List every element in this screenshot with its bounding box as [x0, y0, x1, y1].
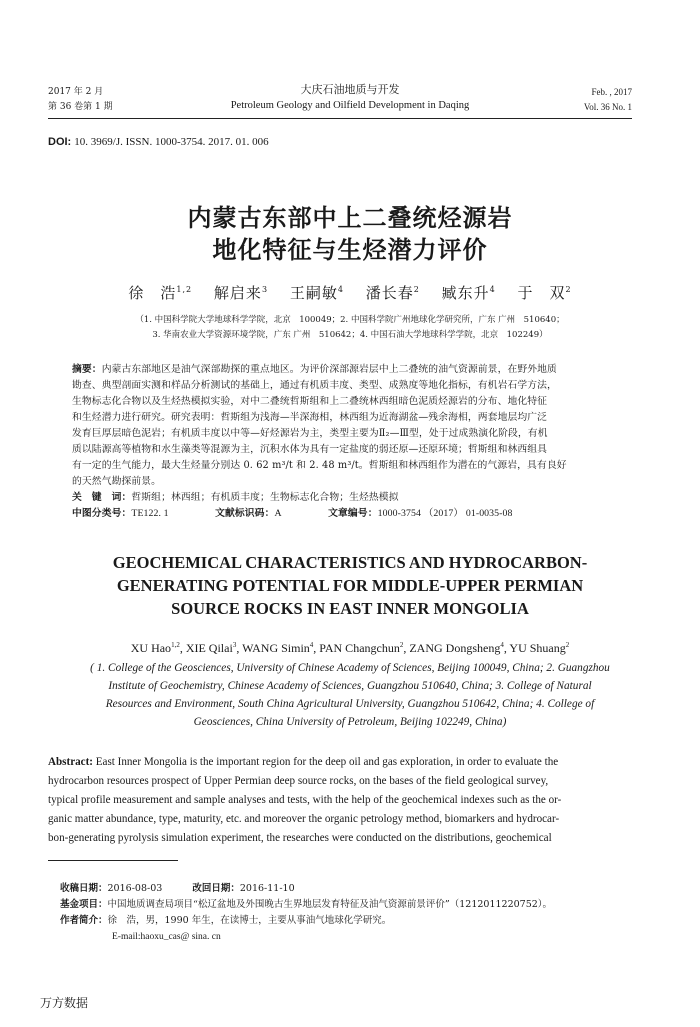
header-right-2: Vol. 36 No. 1 [583, 102, 632, 112]
header-right-1: Feb. , 2017 [591, 87, 632, 97]
cn-title-line1: 内蒙古东部中上二叠统烃源岩 [187, 204, 513, 232]
header-left-1: 2017 年 2 月 [48, 87, 104, 97]
cn-abstract [72, 362, 632, 522]
en-author: WANG Simin$^4$, [242, 641, 320, 655]
cn-keywords: 关 键 词：哲斯组；林西组；有机质丰度；生物标志化合物；生烃热模拟 [72, 492, 399, 503]
doi-label: DOI: [48, 136, 72, 148]
cn-abstract-label: 摘要： [72, 364, 102, 375]
journal-title-en: Petroleum Geology and Oilfield Development in Daqing [230, 100, 470, 111]
cn-author: 臧东升$^4$ [441, 284, 496, 302]
en-author: XU Hao$^{1,2}$, [130, 641, 186, 655]
cn-abstract-line: 质以陆源高等植物和水生藻类等混源为主，沉积水体为具有一定盐度的弱还原—还原环境；哲斯组和林西组具 [72, 444, 548, 455]
footnote-rule [48, 860, 178, 861]
en-abstract-line: ganic matter abundance, type, maturity, etc. and moreover the organic petrology method, biomarkers and hydrocar- [48, 813, 560, 825]
author-email: E-mail:haoxu_cas@ sina. cn [112, 932, 221, 942]
cn-abstract-line: 发育巨厚层暗色泥岩；有机质丰度以中等—好烃源岩为主，类型主要为Ⅱ₂—Ⅲ型，处于过成熟演化阶段，有机 [72, 428, 548, 439]
received-date: 收稿日期：2016-08-03 改回日期：2016-11-10 [60, 883, 295, 894]
cn-classification: 中图分类号：TE122. 1 文献标识码：A 文章编号：1000-3754 （2017） 01-0035-08 [72, 508, 513, 519]
cn-author: 徐 浩$^{1,2}$ [128, 284, 193, 302]
en-abstract [48, 753, 634, 848]
fund-project: 基金项目：中国地质调查局项目“松辽盆地及外围晚古生界地层发育特征及油气资源前景评价”（1212011220752）。 [60, 899, 553, 910]
doi-line [48, 136, 269, 148]
cn-abstract-line: 的天然气勘探前景。 [72, 476, 162, 487]
cn-authors [0, 282, 700, 303]
en-author: YU Shuang$^2$ [509, 641, 570, 655]
cn-author: 潘长春$^2$ [365, 284, 420, 302]
doi-value: 10. 3969/J. ISSN. 1000-3754. 2017. 01. 006 [74, 136, 269, 148]
en-author: ZANG Dongsheng$^4$, [409, 641, 510, 655]
cn-author: 解启来$^3$ [213, 284, 269, 302]
en-abstract-line: hydrocarbon resources prospect of Upper Permian deep source rocks, on the bases of the field geological survey, [48, 775, 549, 787]
en-affiliations: ( 1. College of the Geosciences, University of Chinese Academy of Sciences, Beijing 100049, China; 2. Guangzhou Institute of Geochemistry, Chinese Academy of Sciences, Guangzhou 510640, China; 3. College of Natural Resources and Environment, South China Agricultural University, Guangzhou 510642, China; 4. College of Geosciences, China University of Petroleum, Beijing 102249, China) [90, 662, 610, 728]
header-left-2: 第 36 卷第 1 期 [48, 102, 113, 112]
en-abstract-line: bon-generating pyrolysis simulation experiment, the researches were conducted on the distributions, geochemical [48, 832, 552, 844]
header-rule [48, 118, 632, 119]
cn-abstract-line: 有一定的生气能力，最大生烃量分别达 0. 62 m³/t 和 2. 48 m³/t。哲斯组和林西组作为潜在的气源岩，具有良好 [72, 460, 567, 471]
cn-author: 王嗣敏$^4$ [289, 284, 344, 302]
author-bio: 作者简介：徐 浩，男，1990 年生，在读博士，主要从事油气地球化学研究。 [60, 915, 392, 926]
en-authors [0, 641, 700, 656]
footnotes [60, 881, 650, 945]
cn-affiliation-1: （1. 中国科学院大学地球科学学院，北京 100049；2. 中国科学院广州地球化学研究所，广东 广州 510640； [135, 315, 565, 325]
footer-source: 万方数据 [40, 996, 89, 1010]
cn-affiliation-2: 3. 华南农业大学资源环境学院，广东 广州 510642；4. 中国石油大学地球科学学院，北京 102249） [152, 330, 548, 340]
en-author: XIE Qilai$^3$, [185, 641, 243, 655]
cn-abstract-line: 勘查、典型剖面实测和样品分析测试的基础上，通过有机质丰度、类型、成熟度等地化指标，有机岩石学方法， [72, 380, 557, 391]
cn-abstract-line: 和生烃潜力进行研究。研究表明：哲斯组为浅海—半深海相，林西组为近海湖盆—残余海相，两套地层均广泛 [72, 412, 548, 423]
en-author: PAN Changchun$^2$, [319, 641, 410, 655]
journal-title-cn: 大庆石油地质与开发 [300, 83, 400, 96]
cn-title-line2: 地化特征与生烃潜力评价 [212, 236, 488, 264]
en-abstract-line: typical profile measurement and sample analyses and tests, with the help of the geochemical indexes such as the or- [48, 794, 562, 806]
en-title: GEOCHEMICAL CHARACTERISTICS AND HYDROCARBON- GENERATING POTENTIAL FOR MIDDLE-UPPER PERMIAN SOURCE ROCKS IN EAST INNER MONGOLIA [112, 553, 588, 618]
en-abstract-label: Abstract: [48, 756, 93, 768]
cn-abstract-line: 生物标志化合物以及生烃热模拟实验，对中二叠统哲斯组和上二叠统林西组暗色泥质烃源岩的分布、地化特征 [72, 396, 548, 407]
en-abstract-line: Abstract: East Inner Mongolia is the important region for the deep oil and gas exploration, in order to evaluate the [48, 756, 559, 768]
cn-author: 于 双$^2$ [517, 284, 572, 302]
cn-abstract-line: 摘要：内蒙古东部地区是油气深部勘探的重点地区。为评价深部源岩层中上二叠统的油气资源前景，在野外地质 [72, 364, 557, 375]
